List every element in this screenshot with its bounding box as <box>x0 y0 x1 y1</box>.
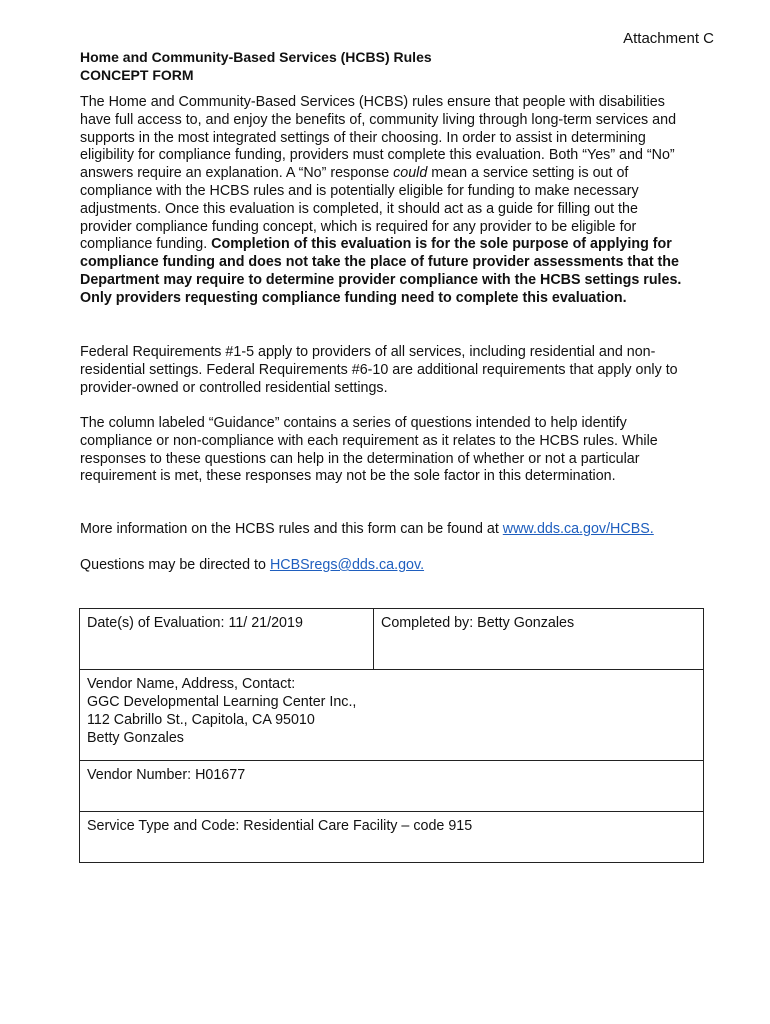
table-row <box>80 812 704 863</box>
evaluation-info-table <box>79 608 704 863</box>
vendor-contact: Betty Gonzales <box>87 730 184 746</box>
dates-of-evaluation-cell: Date(s) of Evaluation: 11/ 21/2019 <box>80 609 374 670</box>
hcbs-email-link[interactable]: HCBSregs@dds.ca.gov. <box>269 557 425 573</box>
vendor-info-cell <box>80 670 704 761</box>
intro-emphasis: could <box>393 165 428 182</box>
table-row <box>80 670 704 761</box>
service-type-cell: Service Type and Code: Residential Care Facility – code 915 <box>80 812 704 863</box>
questions-text: Questions may be directed to <box>80 557 270 573</box>
table-row <box>80 609 704 670</box>
attachment-label: Attachment C <box>623 30 714 47</box>
more-info-paragraph <box>80 521 692 539</box>
title-line-2: CONCEPT FORM <box>80 67 194 83</box>
vendor-label: Vendor Name, Address, Contact: <box>87 676 296 692</box>
federal-requirements-paragraph: Federal Requirements #1-5 apply to providers of all services, including residential and non-residential settings. Federal Requirements #6-10 are additional requirements that apply only to provider-owned or controlled residential settings. <box>80 344 678 396</box>
vendor-name: GGC Developmental Learning Center Inc., <box>87 694 357 710</box>
completed-by-cell: Completed by: Betty Gonzales <box>374 609 704 670</box>
guidance-paragraph: The column labeled “Guidance” contains a series of questions intended to help identify compliance or non-compliance with each requirement as it relates to the HCBS rules. While responses to these questions can help in the determination of whether or not a particular requirement is met, these responses may not be the sole factor in this determination. <box>80 415 658 485</box>
title-line-1: Home and Community-Based Services (HCBS) Rules <box>80 49 432 65</box>
questions-paragraph <box>80 557 692 575</box>
intro-bold-statement: Completion of this evaluation is for the sole purpose of applying for compliance funding and does not take the place of future provider assessments that the Department may require to determine provider compliance with the HCBS settings rules. Only providers requesting compliance funding need to complete this evaluation. <box>80 236 682 306</box>
document-title <box>80 48 432 84</box>
intro-text-part1: The Home and Community-Based Services (HCBS) rules ensure that people with disabilities have full access to, and enjoy the benefits of, community living through long-term services and supports in the most integrated settings of their choosing. In order to assist in determining eligibility for compliance funding, providers must complete this evaluation. Both “Yes” and “No” answers require an explanation. A “No” response <box>80 94 677 182</box>
table-row <box>80 761 704 812</box>
hcbs-website-link[interactable]: www.dds.ca.gov/HCBS. <box>502 521 654 537</box>
intro-text-part2: mean a service setting is out of compliance with the HCBS rules and is potentially eligible for funding to make necessary adjustments. Once this evaluation is completed, it should act as a guide for filling out the provider compliance funding concept, which is required for any provider to be eligible for compliance funding. <box>80 165 639 253</box>
vendor-number-cell: Vendor Number: H01677 <box>80 761 704 812</box>
more-info-text: More information on the HCBS rules and this form can be found at <box>80 521 503 537</box>
intro-paragraph <box>80 94 692 308</box>
vendor-address: 112 Cabrillo St., Capitola, CA 95010 <box>87 712 315 728</box>
